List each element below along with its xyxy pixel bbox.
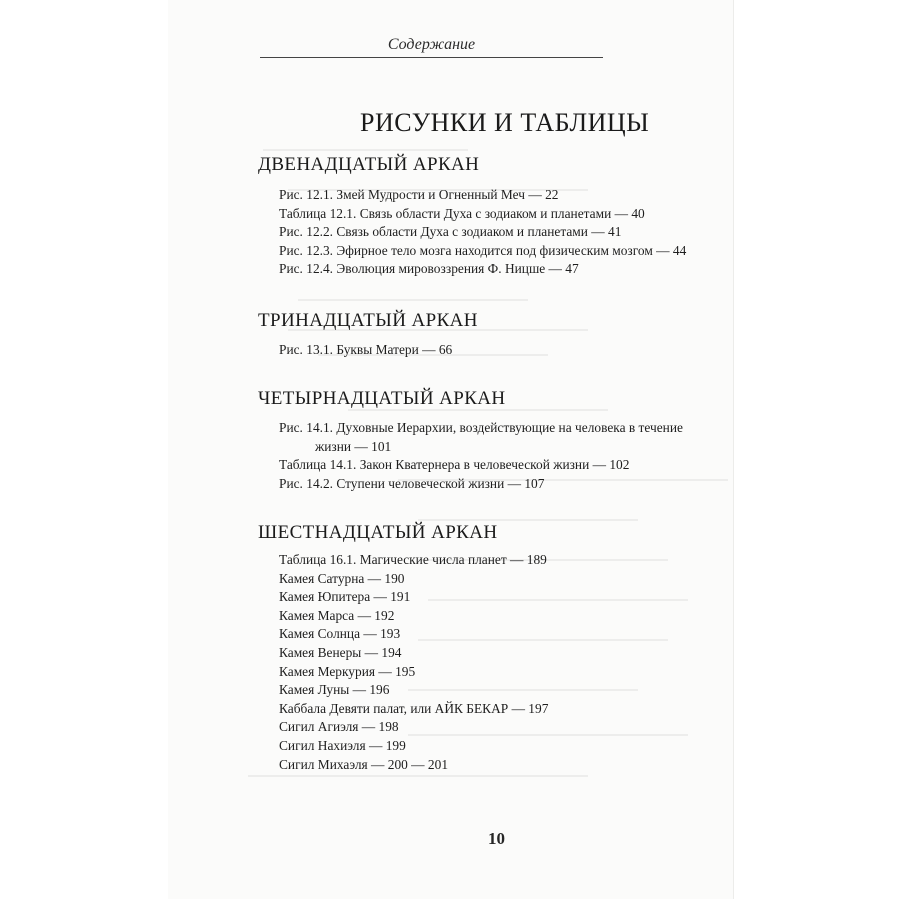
list-item: Сигил Агиэля — 198	[279, 719, 399, 735]
list-item: Камея Венеры — 194	[279, 644, 402, 660]
list-item: Рис. 14.2. Ступени человеческой жизни — 107	[279, 475, 545, 491]
list-item: Рис. 12.4. Эволюция мировоззрения Ф. Ницше — 47	[279, 261, 579, 277]
entry-list	[279, 551, 548, 774]
running-head: Содержание	[260, 36, 603, 58]
list-item: Рис. 12.2. Связь области Духа с зодиаком и планетами — 41	[279, 224, 622, 240]
section-heading: ШЕСТНАДЦАТЫЙ АРКАН	[258, 522, 498, 543]
list-item: Камея Солнца — 193	[279, 626, 401, 642]
list-item: Камея Меркурия — 195	[279, 663, 416, 679]
list-item: Рис. 12.3. Эфирное тело мозга находится под физическим мозгом — 44	[279, 242, 687, 258]
page-number: 10	[488, 829, 505, 848]
list-item: Сигил Михаэля — 200 — 201	[279, 756, 449, 772]
page-title: РИСУНКИ И ТАБЛИЦЫ	[360, 108, 650, 137]
list-item: Таблица 12.1. Связь области Духа с зодиаком и планетами — 40	[279, 205, 645, 221]
list-item: Каббала Девяти палат, или АЙК БЕКАР — 197	[279, 700, 549, 716]
list-item-continuation: жизни — 101	[315, 438, 392, 454]
section-heading: ЧЕТЫРНАДЦАТЫЙ АРКАН	[258, 388, 506, 409]
list-item: Рис. 13.1. Буквы Матери — 66	[279, 342, 453, 357]
section-heading: ТРИНАДЦАТЫЙ АРКАН	[258, 310, 478, 331]
section-heading: ДВЕНАДЦАТЫЙ АРКАН	[258, 154, 480, 175]
list-item: Сигил Нахиэля — 199	[279, 737, 406, 753]
list-item: Таблица 14.1. Закон Кватернера в человеческой жизни — 102	[279, 457, 630, 473]
list-item: Таблица 16.1. Магические числа планет — 189	[279, 552, 547, 567]
list-item: Камея Юпитера — 191	[279, 589, 411, 605]
list-item: Рис. 14.1. Духовные Иерархии, воздействующие на человека в течение	[279, 420, 683, 435]
list-item: Камея Луны — 196	[279, 682, 390, 698]
list-item: Камея Марса — 192	[279, 607, 395, 623]
list-item: Рис. 12.1. Змей Мудрости и Огненный Меч — 22	[279, 187, 559, 202]
list-item: Камея Сатурна — 190	[279, 570, 405, 586]
entry-list	[279, 419, 683, 493]
entry-list	[279, 186, 686, 279]
entry-list	[279, 341, 452, 360]
